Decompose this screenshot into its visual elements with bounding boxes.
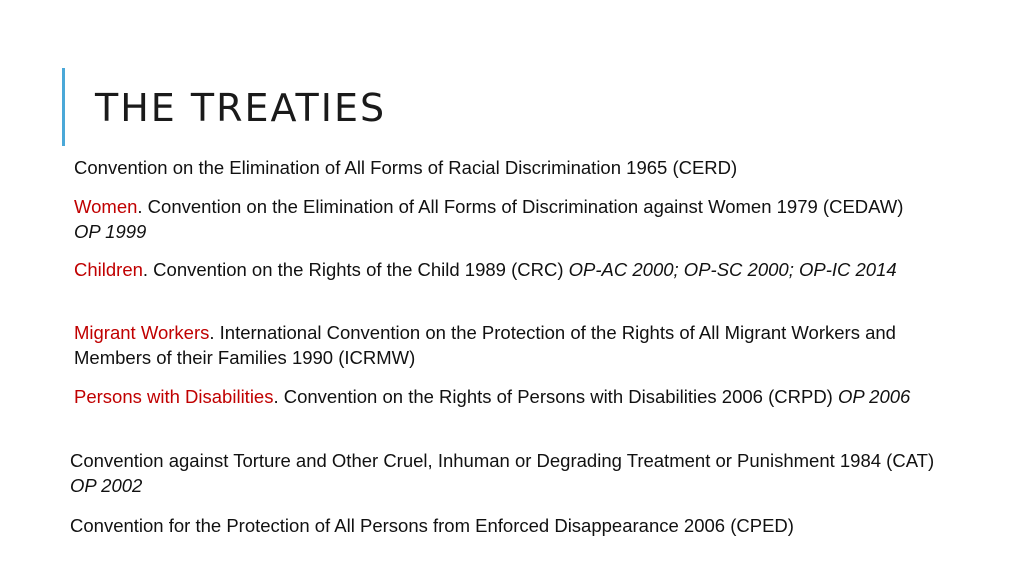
treaty-cedaw-op: OP 1999 xyxy=(74,221,147,242)
treaty-crpd-text: . Convention on the Rights of Persons with Disabilities 2006 (CRPD) xyxy=(273,386,838,407)
treaty-cedaw-label: Women xyxy=(74,196,138,217)
treaty-icrmw-text: . International Convention on the Protection of the Rights of All Migrant Workers and Members of their Families 1990 (ICRMW) xyxy=(74,322,896,368)
treaty-cped-text: Convention for the Protection of All Persons from Enforced Disappearance 2006 (CPED) xyxy=(70,515,794,536)
treaty-crpd-label: Persons with Disabilities xyxy=(74,386,274,407)
treaty-crc-text: . Convention on the Rights of the Child 1989 (CRC) xyxy=(142,259,569,280)
treaty-crc-op: OP-AC 2000; OP-SC 2000; OP-IC 2014 xyxy=(568,259,897,280)
treaty-crpd-op: OP 2006 xyxy=(837,386,911,407)
treaty-icrmw-label: Migrant Workers xyxy=(74,322,210,343)
treaty-cedaw-text: . Convention on the Elimination of All Forms of Discrimination against Women 1979 (CEDAW) xyxy=(137,196,904,217)
treaty-cerd-text: Convention on the Elimination of All Forms of Racial Discrimination 1965 (CERD) xyxy=(74,157,738,178)
treaty-crpd xyxy=(74,384,954,409)
treaty-crc-label: Children xyxy=(74,259,143,280)
treaty-icrmw xyxy=(74,320,904,370)
treaty-cped xyxy=(70,513,950,538)
treaty-cerd xyxy=(74,155,944,180)
treaty-cat xyxy=(70,448,940,498)
treaty-cedaw xyxy=(74,194,924,244)
slide-title: THE TREATIES xyxy=(95,86,387,130)
treaty-cat-op: OP 2002 xyxy=(70,475,143,496)
treaty-crc xyxy=(74,257,944,282)
treaty-cat-text: Convention against Torture and Other Cruel, Inhuman or Degrading Treatment or Punishment 1984 (CAT) xyxy=(70,450,935,471)
title-accent-bar xyxy=(62,68,65,146)
